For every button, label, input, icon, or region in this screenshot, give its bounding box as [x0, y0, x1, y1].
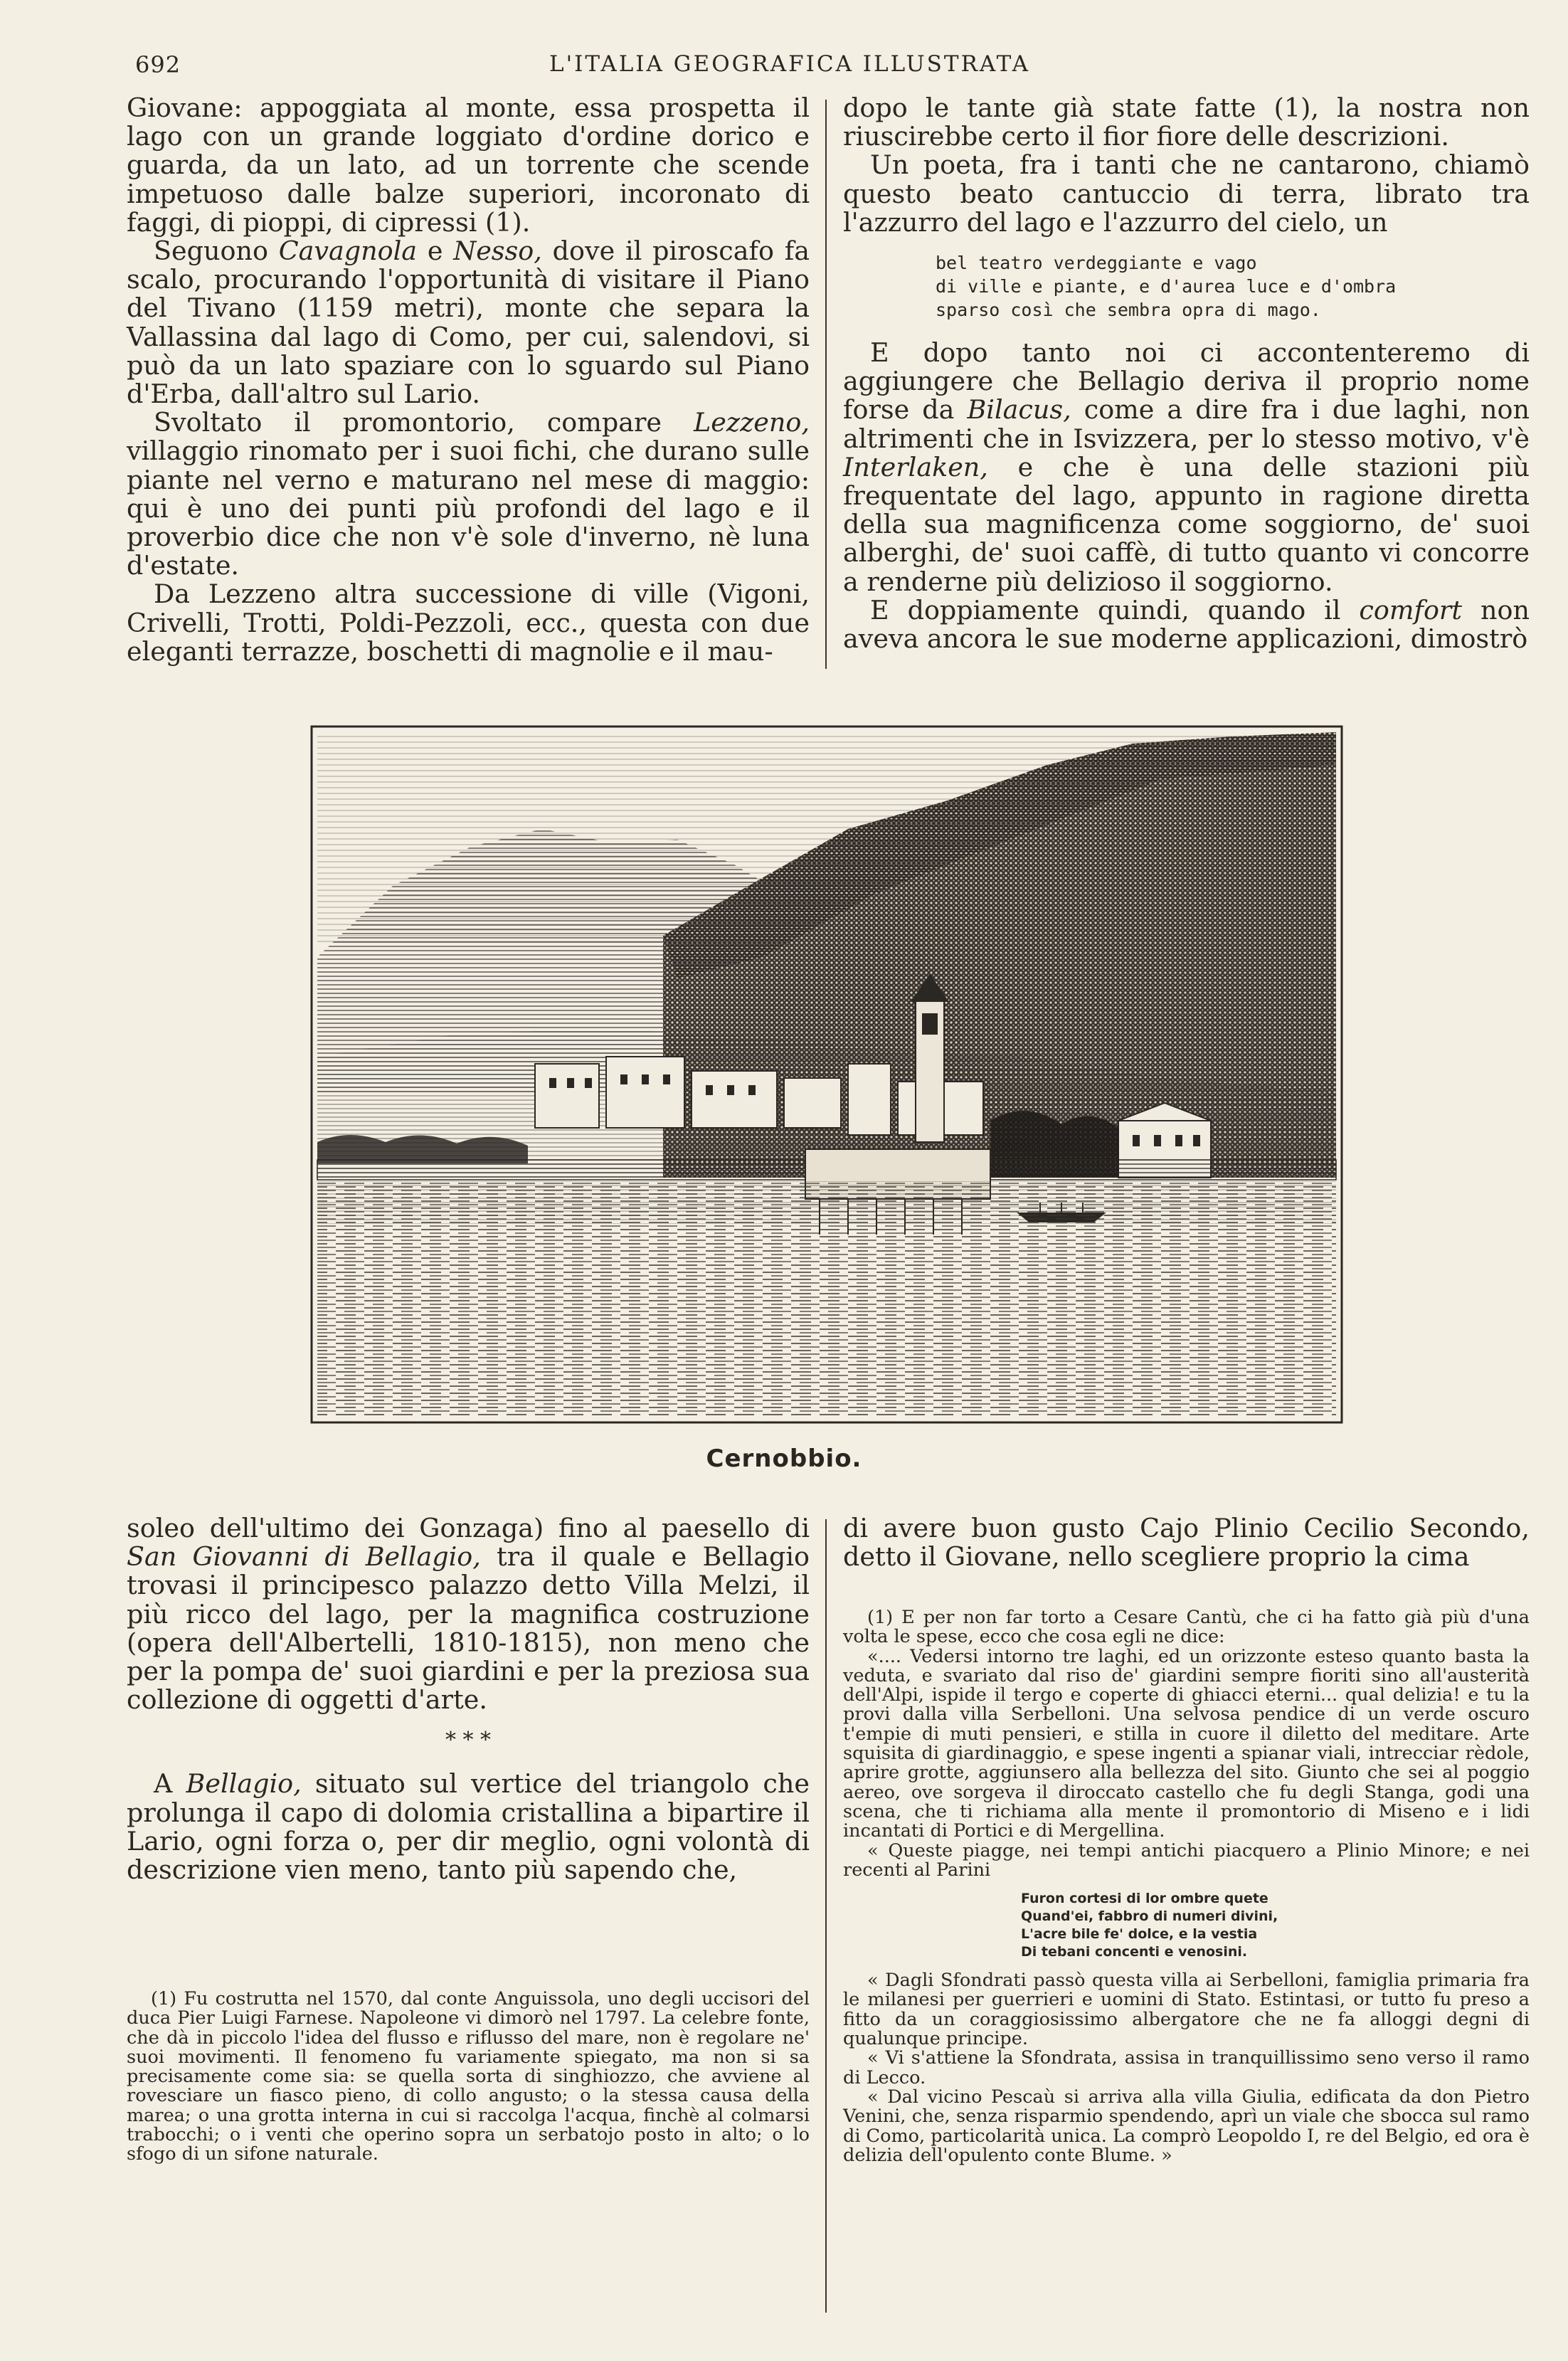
column-left-top: [127, 94, 810, 666]
footnote-paragraph: « Vi s'attiene la Sfondrata, assisa in tranquillissimo seno verso il ramo di Lecco.: [843, 2047, 1530, 2088]
place-name: Nesso,: [453, 236, 542, 267]
figure-caption: Cernobbio.: [706, 1444, 862, 1473]
emphasis-word: Interlaken,: [843, 451, 988, 482]
paragraph: soleo dell'ultimo dei Gonzaga) fino al paesello di San Giovanni di Bellagio, tra il quale e Bellagio trovasi il principesco palazzo detto Villa Melzi, il più ricco del lago, per la magnifica costruzione (opera dell'Albertelli, 1810-1815), non meno che per la pompa de' suoi giardini e per la preziosa sua collezione di oggetti d'arte.: [127, 1513, 810, 1716]
verse-quote: [936, 251, 1530, 322]
column-rule-top: [825, 100, 827, 669]
paragraph: Svoltato il promontorio, compare Lezzeno, villaggio rinomato per i suoi fichi, che durano sulle piante nel verno e maturano nel mese di maggio: qui è uno dei punti più profondi del lago e il proverbio dice che non v'è sole d'inverno, nè luna d'estate.: [127, 407, 810, 581]
column-rule-bottom: [825, 1519, 827, 2313]
verse-line: Furon cortesi di lor ombre quete: [1021, 1891, 1268, 1907]
column-left-bottom: [127, 1514, 810, 1884]
column-right-top: [843, 94, 1530, 653]
place-name: Cavagnola: [278, 236, 418, 267]
paragraph: dopo le tante già state fatte (1), la nostra non riuscirebbe certo il fior fiore delle descrizioni.: [843, 93, 1530, 152]
section-break-stars: * * *: [445, 1728, 492, 1753]
place-name: Lezzeno,: [694, 407, 810, 438]
engraving-cernobbio: [307, 722, 1346, 1427]
running-title: L'ITALIA GEOGRAFICA ILLUSTRATA: [549, 51, 1030, 77]
paragraph: Seguono Cavagnola e Nesso, dove il piroscafo fa scalo, procurando l'opportunità di visitare il Piano del Tivano (1159 metri), monte che separa la Vallassina dal lago di Como, per cui, salendovi, si può da un lato spaziare con lo sguardo sul Piano d'Erba, dall'altro sul Lario.: [127, 236, 810, 410]
place-name: Bellagio,: [186, 1768, 302, 1800]
footnote-paragraph: «.... Vedersi intorno tre laghi, ed un orizzonte esteso quanto basta la veduta, e svariato dal riso de' giardini sempre fioriti sino all'austerità dell'Alpi, ispide il tergo e coperte di ghiacci eterni... qual delizia! e tu la provi dalla villa Serbelloni. Una selvosa pendice di un verde oscuro t'empie di muti pensieri, e stilla in cuore il diletto del meditare. Arte squisita di giardinaggio, e spese ingenti a spianar viali, intrecciar rèdole, aprire grotte, aggiunsero alla bellezza del sito. Giunto che sei al poggio aereo, ove sorgeva il diroccato castello che fu degli Stanga, godi una scena, che ti richiama alla mente il promontorio di Miseno e i lidi incantati di Portici e di Mergellina.: [843, 1645, 1530, 1842]
place-name: San Giovanni di Bellagio,: [127, 1541, 481, 1573]
emphasis-word: comfort: [1359, 594, 1463, 625]
verse-line: sparso così che sembra opra di mago.: [936, 300, 1321, 321]
paragraph: Giovane: appoggiata al monte, essa prospetta il lago con un grande loggiato d'ordine dorico e guarda, da un lato, ad un torrente che scende impetuoso dalle balze superiori, incoronato di faggi, di pioppi, di cipressi (1).: [127, 93, 810, 238]
emphasis-word: Bilacus,: [967, 394, 1071, 426]
column-right-bottom: [843, 1514, 1530, 1571]
paragraph: di avere buon gusto Cajo Plinio Cecilio Secondo, detto il Giovane, nello scegliere proprio la cima: [843, 1513, 1530, 1573]
footnote-text: (1) Fu costrutta nel 1570, dal conte Anguissola, uno degli uccisori del duca Pier Luigi Farnese. Napoleone vi dimorò nel 1797. La celebre fonte, che dà in piccolo l'idea del flusso e riflusso del mare, non è regolare ne' suoi movimenti. Il fenomeno fu variamente spiegato, ma non si sa precisamente come sia: se quella sorta di singhiozzo, che avviene al rovesciare un fiasco pieno, di collo angusto; o la stessa causa della marea; o una grotta interna in cui si raccolga l'acqua, finchè al colmarsi trabocchi; o i venti che operino sopra un serbatojo posto in alto; o lo sfogo di un sifone naturale.: [127, 1988, 810, 2165]
verse-line: L'acre bile fe' dolce, e la vestia: [1021, 1926, 1258, 1943]
footnote-paragraph: « Queste piagge, nei tempi antichi piacquero a Plinio Minore; e nei recenti al Parini: [843, 1839, 1530, 1881]
footnote-paragraph: « Dal vicino Pescaù si arriva alla villa Giulia, edificata da don Pietro Venini, che, senza risparmio spendendo, aprì un viale che sbocca sul ramo di Como, particolarità unica. La comprò Leopoldo I, re del Belgio, ed ora è delizia dell'opulento conte Blume. »: [843, 2086, 1530, 2166]
running-header: [107, 51, 1473, 87]
verse-line: di ville e piante, e d'aurea luce e d'ombra: [936, 276, 1397, 297]
verse-line: bel teatro verdeggiante e vago: [936, 253, 1257, 274]
footnote-left: [127, 1990, 810, 2165]
page-number: 692: [135, 51, 181, 78]
footnote-right: [843, 1608, 1530, 2165]
engraving-bell-tower: [912, 975, 948, 1142]
paragraph: E doppiamente quindi, quando il comfort non aveva ancora le sue moderne applicazioni, dimostrò: [843, 594, 1530, 655]
verse-line: Di tebani concenti e venosini.: [1021, 1944, 1248, 1960]
verse-line: Quand'ei, fabbro di numeri divini,: [1021, 1908, 1278, 1925]
footnote-verse: [1021, 1890, 1530, 1961]
footnote-paragraph: (1) E per non far torto a Cesare Cantù, che ci ha fatto già più d'una volta le spese, ecco che cosa egli ne dice:: [843, 1607, 1530, 1648]
paragraph: E dopo tanto noi ci accontenteremo di aggiungere che Bellagio deriva il proprio nome forse da Bilacus, come a dire fra i due laghi, non altrimenti che in Isvizzera, per lo stesso motivo, v'è Interlaken, e che è una delle stazioni più frequentate del lago, appunto in ragione diretta della sua magnificenza come soggiorno, de' suoi alberghi, de' suoi caffè, di tutto quanto vi concorre a renderne più delizioso il soggiorno.: [843, 337, 1530, 597]
paragraph: Un poeta, fra i tanti che ne cantarono, chiamò questo beato cantuccio di terra, librato tra l'azzurro del lago e l'azzurro del cielo, un: [843, 149, 1530, 238]
paragraph: Da Lezzeno altra successione di ville (Vigoni, Crivelli, Trotti, Poldi-Pezzoli, ecc., questa con due eleganti terrazze, boschetti di magnolie e il mau-: [127, 579, 810, 667]
paragraph: A Bellagio, situato sul vertice del triangolo che prolunga il capo di dolomia cristallina a bipartire il Lario, ogni forza o, per dir meglio, ogni volontà di descrizione vien meno, tanto più sapendo che,: [127, 1768, 810, 1886]
footnote-paragraph: « Dagli Sfondrati passò questa villa ai Serbelloni, famiglia primaria fra le milanesi per guerrieri e uomini di Stato. Estintasi, or tutto fu preso a fitto da un coraggiosissimo albergatore che ne fa alloggi degni di qualunque principe.: [843, 1970, 1530, 2050]
